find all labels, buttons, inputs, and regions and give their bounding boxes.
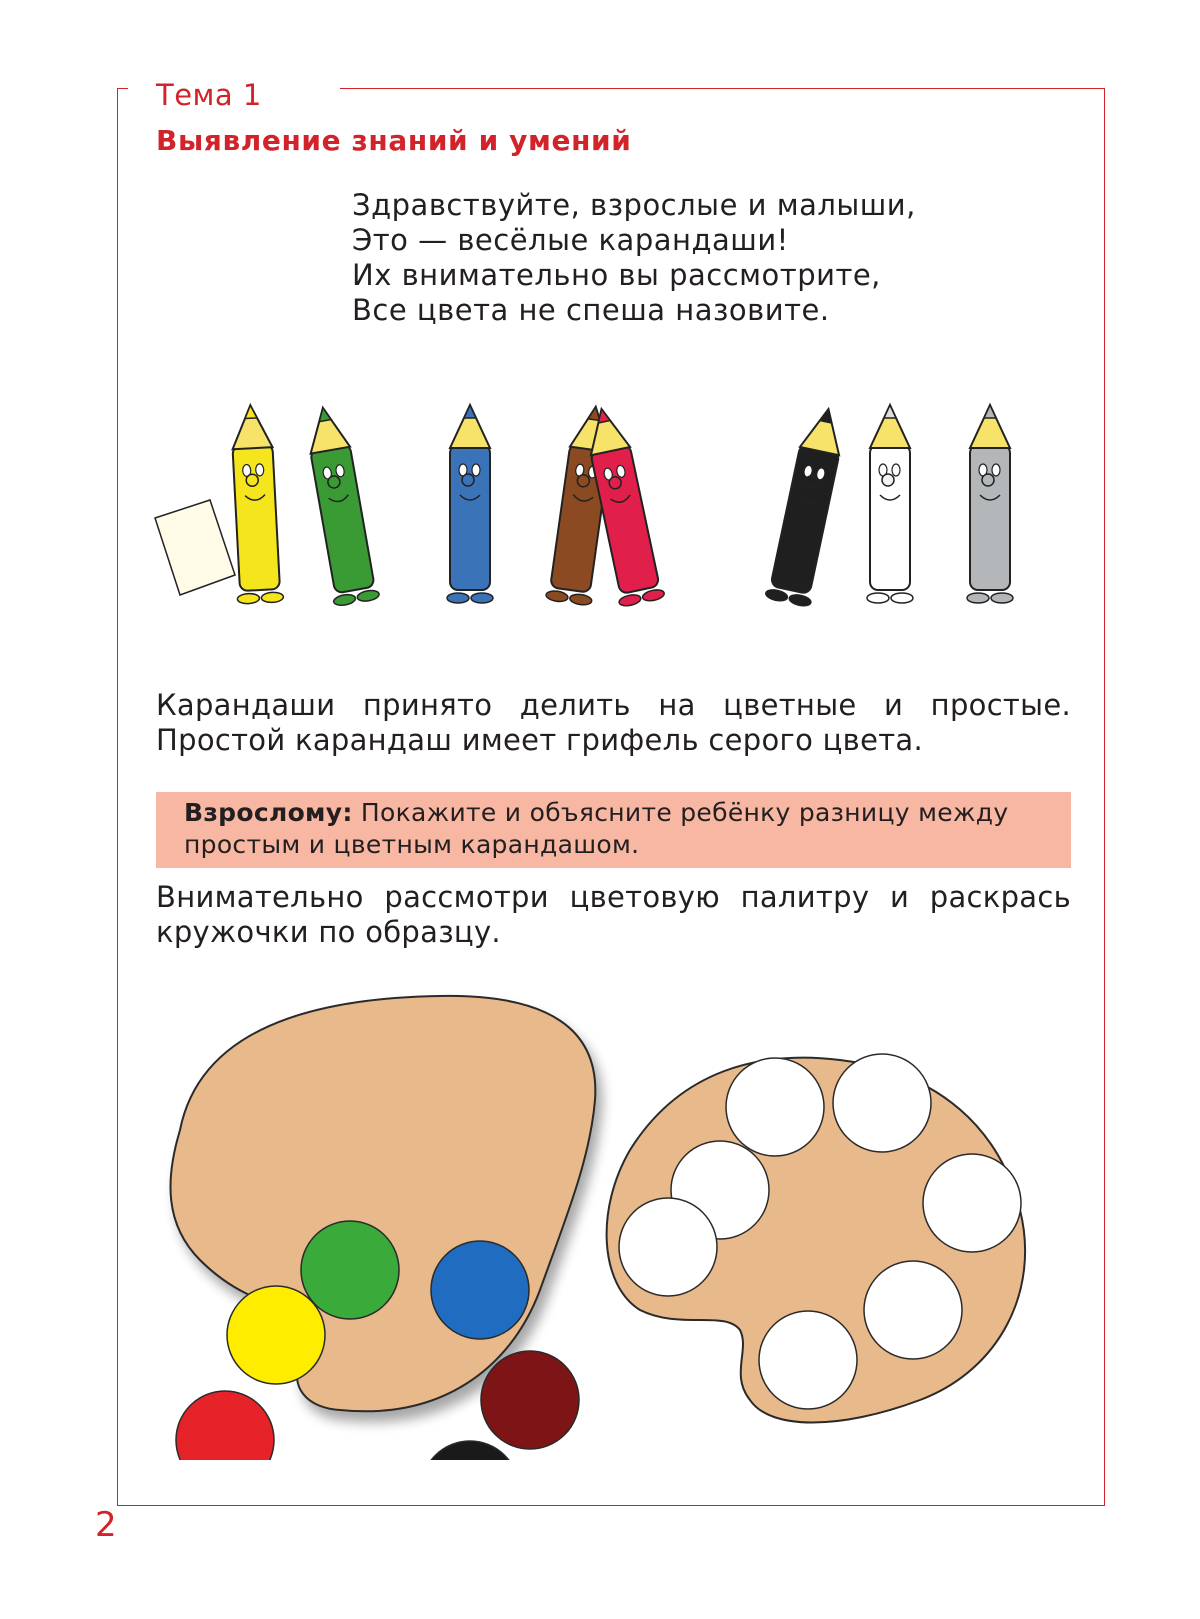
- page-title: Выявление знаний и умений: [156, 124, 632, 157]
- poem-line: Их внимательно вы рассмотрите,: [352, 258, 881, 292]
- sample-color-circle: [481, 1351, 579, 1449]
- palettes-illustration: [140, 990, 1080, 1460]
- poem-line: Все цвета не спеша назовите.: [352, 293, 830, 327]
- blank-color-circle[interactable]: [726, 1058, 824, 1156]
- sample-color-circle: [421, 1441, 519, 1460]
- paper-sheet: [155, 500, 235, 595]
- paragraph-pencils: Карандаши принято делить на цветные и простые. Простой карандаш имеет грифель серого цвета.: [156, 688, 1071, 757]
- adult-note-text: Покажите и объясните ребёнку разницу между простым и цветным карандашом.: [184, 798, 1009, 859]
- blank-color-circle[interactable]: [759, 1311, 857, 1409]
- blank-color-circle[interactable]: [619, 1198, 717, 1296]
- poem: [352, 188, 916, 328]
- page-number: 2: [95, 1505, 117, 1545]
- poem-line: Это — весёлые карандаши!: [352, 223, 789, 257]
- adult-note: [156, 792, 1071, 868]
- gray-pencil: [967, 405, 1013, 603]
- pencils-illustration: [150, 400, 1050, 630]
- sample-color-circle: [431, 1241, 529, 1339]
- adult-note-label: Взрослому:: [184, 798, 353, 827]
- sample-color-circle: [301, 1221, 399, 1319]
- green-pencil: [300, 404, 380, 607]
- blank-color-circle[interactable]: [923, 1154, 1021, 1252]
- blue-pencil: [447, 405, 493, 603]
- blank-color-circle[interactable]: [864, 1261, 962, 1359]
- sample-color-circle: [176, 1391, 274, 1460]
- black-pencil: [765, 404, 851, 607]
- topic-label: Тема 1: [156, 78, 262, 112]
- poem-line: Здравствуйте, взрослые и малыши,: [352, 188, 916, 222]
- paragraph-palette: Внимательно рассмотри цветовую палитру и раскрась кружочки по образцу.: [156, 880, 1071, 949]
- yellow-pencil: [227, 404, 283, 604]
- blank-color-circle[interactable]: [833, 1054, 931, 1152]
- sample-color-circle: [227, 1286, 325, 1384]
- white-pencil: [867, 405, 913, 603]
